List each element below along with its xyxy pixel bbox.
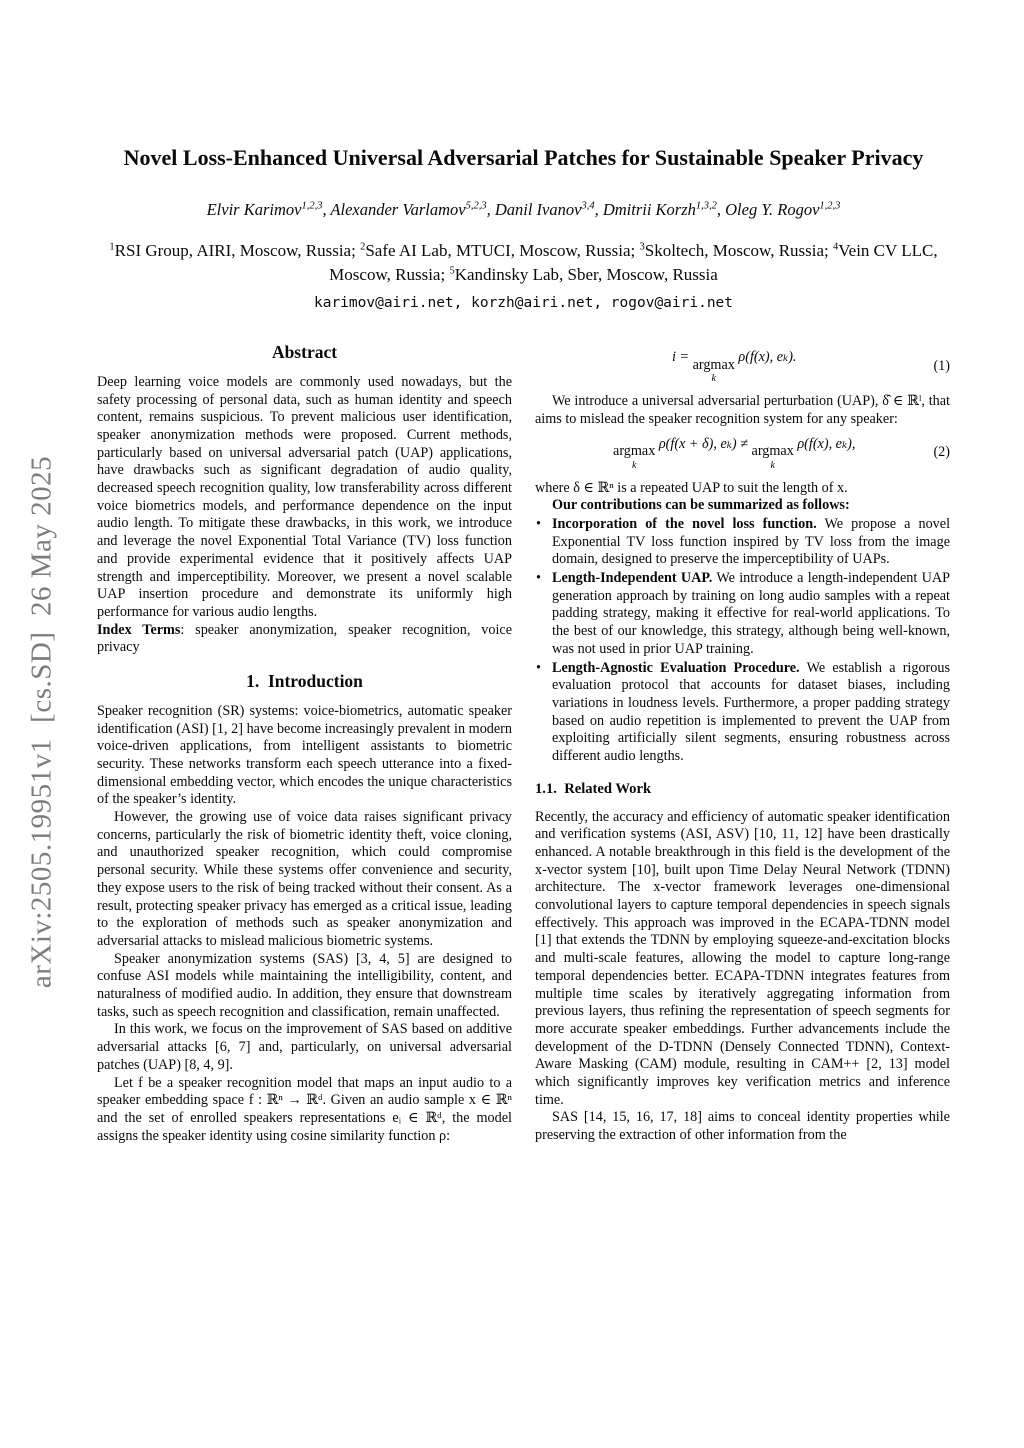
right-column xyxy=(535,342,950,1145)
author-affil-sup: 1,3,2 xyxy=(695,200,717,212)
affiliation: $^1$RSI Group, AIRI, Moscow, Russia; xyxy=(109,241,361,261)
author-emails: karimov@airi.net, korzh@airi.net, rogov@airi.net xyxy=(313,295,734,312)
bullet-icon: • xyxy=(536,659,541,676)
bullet-icon: • xyxy=(536,570,541,587)
intro-paragraph-3: Speaker anonymization systems (SAS) [3, 4, 5] are designed to confuse ASI models while maintaining the intelligibility, content, and naturalness of modified audio. In addition, they ensure that downstream tasks, such as speech recognition and classification, remain unaffected. xyxy=(97,950,512,1020)
bullet-icon: • xyxy=(536,515,541,532)
related-paragraph-2: SAS [14, 15, 16, 17, 18] aims to conceal identity properties while preserving the extraction of other information from the xyxy=(535,1109,950,1144)
argmax-operator: argmax k xyxy=(751,443,794,471)
equation-2 xyxy=(535,436,950,471)
intro-paragraph-2: However, the growing use of voice data raises significant privacy concerns, particularly the risk of biometric identity theft, voice cloning, and unauthorized speaker recognition, which could compromise personal security. While these systems offer convenience and security, they expose users to the risk of being tracked without their consent. As a result, protecting speaker privacy has emerged as a critical issue, leading to the exploration of methods such as speaker anonymization and adversarial attacks to mislead malicious biometric systems. xyxy=(97,809,512,949)
two-column-body xyxy=(97,342,950,1145)
related-paragraph-1: Recently, the accuracy and efficiency of automatic speaker identification and verification systems (ASI, ASV) [10, 11, 12] have been drastically enhanced. A notable breakthrough in this field is the development of the x-vector system [10], built upon Time Delay Neural Network (TDNN) architecture. The x-vector framework leverages one-dimensional convolutional layers to capture temporal dependencies in speech signals effectively. This approach was improved in the ECAPA-TDNN model [1] that extends the TDNN by employing squeeze-and-excitation blocks and multi-scale features, allowing the model to capture long-range temporal dependencies better. ECAPA-TDNN integrates features from multiple time scales by iteratively aggregating information from previous layers, thus refining the representation of speech segments for more accurate speaker embeddings. Further advancements include the development of the D-TDNN (Densely Connected TDNN), Context-Aware Masking (CAM) module, resulting in CAM++ [2, 13] model which significantly improves key verification metrics and inference time. xyxy=(535,808,950,1108)
author-affil-sup: 3,4 xyxy=(581,200,595,212)
equation-2-number: (2) xyxy=(933,444,950,461)
index-terms-label: Index Terms xyxy=(97,621,181,638)
contribution-item: • Incorporation of the novel loss function. We propose a novel Exponential TV loss function inspired by TV loss from the image domain, designed to preserve the imperceptibility of UAPs. xyxy=(536,515,951,568)
abstract-heading: Abstract xyxy=(271,342,338,363)
contribution-item: • Length-Independent UAP. We introduce a length-independent UAP generation approach by training on long audio samples with a repeat padding strategy, making it effective for real-world applications. To the best of our knowledge, this strategy, although being well-known, was not used in prior UAP training. xyxy=(536,570,950,657)
equation-1-body: i = argmax k ρ(f(x), eₖ). xyxy=(671,349,797,385)
argmax-operator: argmax k xyxy=(692,356,735,385)
author-affil-sup: 5,2,3 xyxy=(465,200,487,212)
equation-1 xyxy=(535,349,950,384)
argmax-operator: argmax k xyxy=(613,443,656,471)
contribution-item: • Length-Agnostic Evaluation Procedure. We establish a rigorous evaluation protocol that accounts for dataset biases, including variations in loudness levels. Furthermore, a proper padding strategy based on audio repetition is implemented to prevent the UAP from exploiting artificially silent segments, ensuring robustness across different audio lengths. xyxy=(536,659,950,765)
affiliation: $^3$Skoltech, Moscow, Russia; xyxy=(639,241,834,261)
intro-paragraph-5: Let f be a speaker recognition model that maps an input audio to a speaker embedding space f : ℝⁿ → ℝᵈ. Given an audio sample x ∈ ℝⁿ and the set of enrolled speakers representations eᵢ ∈ ℝᵈ, the model assigns the speaker identity using cosine similarity function ρ: xyxy=(97,1074,512,1144)
left-column xyxy=(97,342,512,1145)
equation-2-body: argmax k ρ(f(x + δ), eₖ) ≠ argmax k ρ(f(x), eₖ), xyxy=(613,435,856,471)
equation-1-number: (1) xyxy=(933,357,950,374)
index-terms: Index Terms: speaker anonymization, speaker recognition, voice privacy xyxy=(97,621,512,656)
affiliation: $^4$Vein CV LLC, Moscow, Russia; xyxy=(329,241,938,284)
paper-title: Novel Loss-Enhanced Universal Adversarial Patches for Sustainable Speaker Privacy xyxy=(123,145,924,170)
related-work-heading: 1.1. Related Work xyxy=(535,780,652,797)
where-paragraph: where δ ∈ ℝⁿ is a repeated UAP to suit the length of x. xyxy=(535,479,848,496)
introduction-heading: 1. Introduction xyxy=(246,671,363,692)
author-affil-sup: 1,2,3 xyxy=(301,200,323,212)
affiliation: $^2$Safe AI Lab, MTUCI, Moscow, Russia; xyxy=(360,241,640,261)
uap-paragraph: We introduce a universal adversarial perturbation (UAP), δ̂ ∈ ℝˡ, that aims to mislead the speaker recognition system for any speaker: xyxy=(535,393,950,427)
paper-content xyxy=(97,142,950,1145)
intro-paragraph-1: Speaker recognition (SR) systems: voice-biometrics, automatic speaker identification (ASI) [1, 2] have become increasingly prevalent in modern voice-driven applications, from intelligent assistants to biometric security. These networks transform each speech utterance into a fixed-dimensional embedding vector, which encodes the unique characteristics of the speaker’s identity. xyxy=(97,702,512,808)
author: Oleg Y. Rogov$^{1,2,3}$ xyxy=(725,200,841,220)
arxiv-watermark: arXiv:2505.19951v1 [cs.SD] 26 May 2025 xyxy=(25,455,58,989)
contributions-intro: Our contributions can be summarized as follows: xyxy=(552,497,850,514)
abstract-paragraph: Deep learning voice models are commonly used nowadays, but the safety processing of personal data, such as human identity and speech content, remains suspicious. To prevent malicious user identification, speaker anonymization methods were proposed. Current methods, particularly based on universal adversarial patch (UAP) applications, have drawbacks such as significant degradation of audio quality, decreased speech recognition quality, low transferability across different voice biometrics models, and performance dependence on the input audio length. To mitigate these drawbacks, in this work, we introduce and leverage the novel Exponential Total Variance (TV) loss function and provide experimental evidence that it positively affects UAP strength and imperceptibility. Moreover, we present a novel scalable UAP insertion procedure and demonstrate its uniformly high performance for various audio lengths. xyxy=(97,373,512,620)
affiliation: $^5$Kandinsky Lab, Sber, Moscow, Russia xyxy=(449,264,718,284)
author: Danil Ivanov$^{3,4}$, xyxy=(494,200,603,220)
author-affil-sup: 1,2,3 xyxy=(819,200,841,212)
author: Alexander Varlamov$^{5,2,3}$, xyxy=(330,200,495,220)
author-line xyxy=(97,200,950,220)
intro-paragraph-4: In this work, we focus on the improvement of SAS based on additive adversarial attacks [6, 7] and, particularly, on universal adversarial patches (UAP) [8, 4, 9]. xyxy=(97,1021,512,1073)
author: Dmitrii Korzh$^{1,3,2}$, xyxy=(602,200,726,220)
author: Elvir Karimov$^{1,2,3}$, xyxy=(206,200,331,220)
affiliation-line xyxy=(97,239,950,286)
